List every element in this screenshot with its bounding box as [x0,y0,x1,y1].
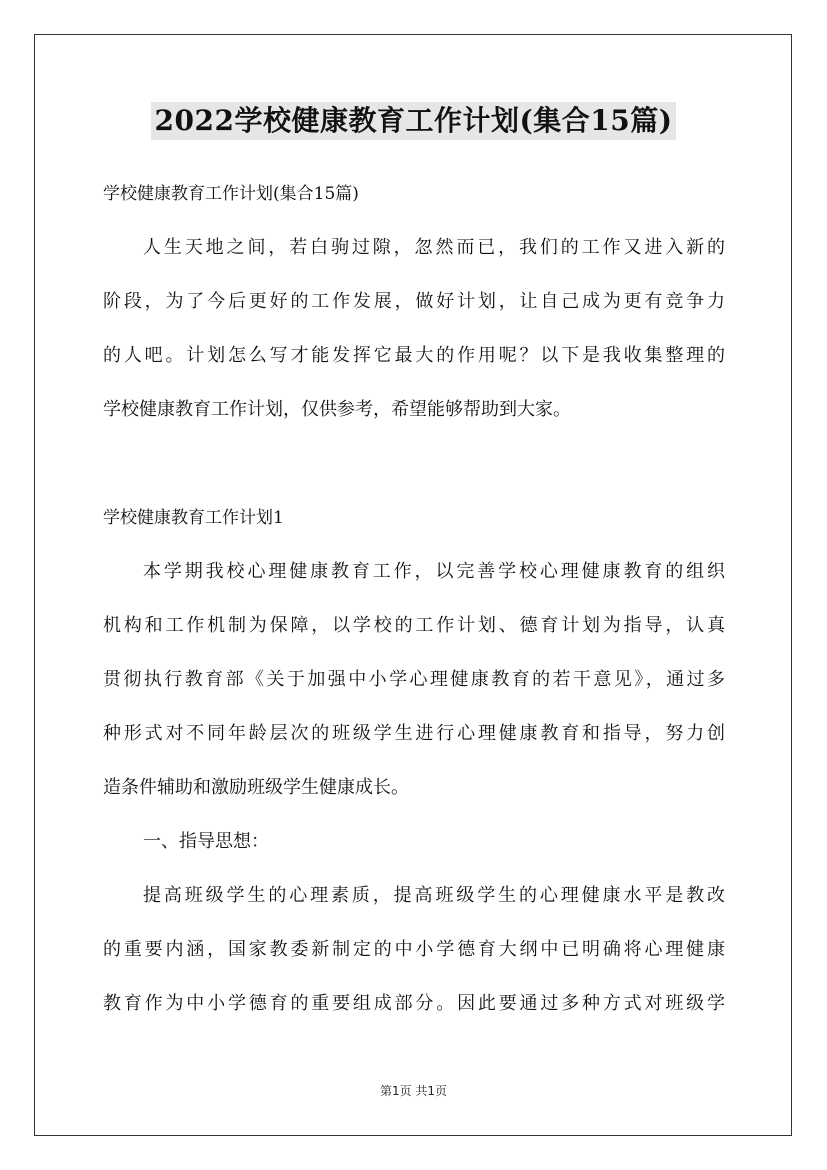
intro-line-3: 的人吧。计划怎么写才能发挥它最大的作用呢？以下是我收集整理的 [103,345,725,366]
title-container [0,102,827,140]
section1-heading: 学校健康教育工作计划1 [103,508,284,528]
document-subtitle: 学校健康教育工作计划(集合15篇) [103,184,359,204]
section1-line-2: 机构和工作机制为保障，以学校的工作计划、德育计划为指导，认真 [103,615,725,636]
intro-line-4: 学校健康教育工作计划，仅供参考，希望能够帮助到大家。 [103,399,571,420]
guiding-line-2: 的重要内涵，国家教委新制定的中小学德育大纲中已明确将心理健康 [103,939,725,960]
guiding-heading: 一、指导思想： [143,831,269,852]
document-body [103,172,725,1036]
section1-line-3: 贯彻执行教育部《关于加强中小学心理健康教育的若干意见》，通过多 [103,669,725,690]
paragraph-gap [103,442,725,496]
guiding-line-3: 教育作为中小学德育的重要组成部分。因此要通过多种方式对班级学 [103,993,725,1014]
document-title: 2022学校健康教育工作计划(集合15篇) [151,102,677,140]
guiding-line-1: 提高班级学生的心理素质，提高班级学生的心理健康水平是教改 [143,885,725,906]
section1-line-1: 本学期我校心理健康教育工作，以完善学校心理健康教育的组织 [143,561,725,582]
page-number: 第1页 共1页 [379,1084,448,1098]
intro-line-1: 人生天地之间，若白驹过隙，忽然而已，我们的工作又进入新的 [143,237,725,258]
section1-line-4: 种形式对不同年龄层次的班级学生进行心理健康教育和指导，努力创 [103,723,725,744]
intro-line-2: 阶段，为了今后更好的工作发展，做好计划，让自己成为更有竞争力 [103,291,725,312]
section1-line-5: 造条件辅助和激励班级学生健康成长。 [103,777,409,798]
